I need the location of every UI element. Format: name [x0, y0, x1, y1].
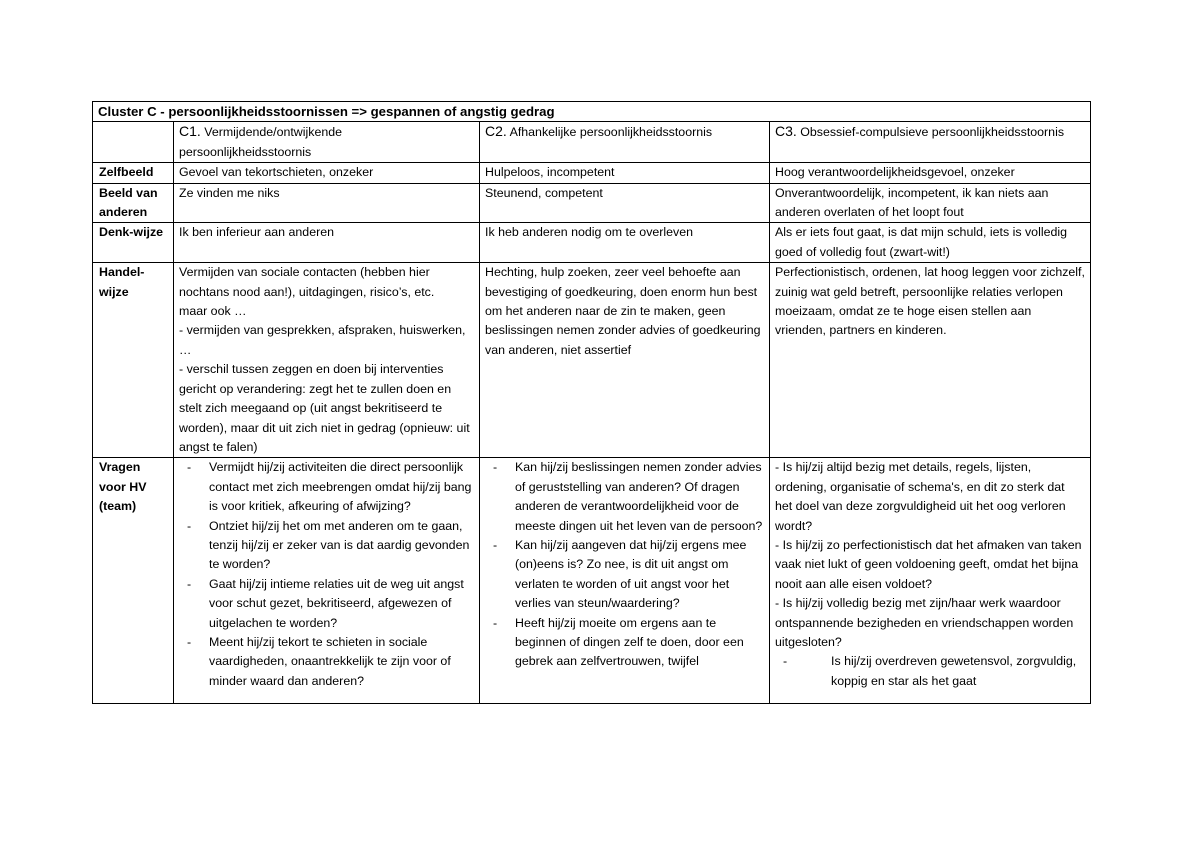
column-name: Obsessief-compulsieve persoonlijkheidsstoornis: [800, 125, 1065, 140]
cell: Gevoel van tekortschieten, onzeker: [174, 163, 480, 183]
cell: Hoog verantwoordelijkheidsgevoel, onzeker: [770, 163, 1091, 183]
text-line: Vermijden van sociale contacten (hebben hier nochtans nood aan!), uitdagingen, risico’s, etc.: [179, 265, 435, 299]
row-beeld-van-anderen: [93, 183, 1091, 223]
cell: Perfectionistisch, ordenen, lat hoog leggen voor zichzelf, zuinig wat geld betreft, persoonlijke relaties verlopen moeizaam, omdat ze te hoge eisen stellen aan vrienden, partners en kinderen.: [770, 263, 1091, 458]
table-title: Cluster C - persoonlijkheidsstoornissen => gespannen of angstig gedrag: [93, 102, 1091, 122]
text-block: [179, 263, 474, 457]
column-code: C2.: [485, 123, 507, 140]
cell: Als er iets fout gaat, is dat mijn schuld, iets is volledig goed of volledig fout (zwart-wit!): [770, 223, 1091, 263]
cell: Hechting, hulp zoeken, zeer veel behoefte aan bevestiging of goedkeuring, doen enorm hun best om het anderen naar de zin te maken, geen beslissingen nemen zonder advies of goedkeuring van anderen, niet assertief: [480, 263, 770, 458]
cell: Hulpeloos, incompetent: [480, 163, 770, 183]
question-list: [485, 458, 764, 671]
column-name: Afhankelijke persoonlijkheidsstoornis: [509, 125, 713, 140]
cell: [174, 458, 480, 704]
row-vragen: [93, 458, 1091, 704]
text-line: - Is hij/zij zo perfectionistisch dat het afmaken van taken vaak niet lukt of geen voldoening geeft, omdat het bijna nooit aan alle eisen voldoet?: [775, 537, 1082, 591]
text-line: - Is hij/zij volledig bezig met zijn/haar werk waardoor ontspannende bezigheden en vriendschappen worden uitgesloten?: [775, 596, 1074, 649]
list-item: - Kan hij/zij aangeven dat hij/zij ergens mee (on)eens is? Zo nee, is dit uit angst om verlaten te worden of uit angst voor het verlies van steun/waardering?: [485, 536, 764, 614]
cell: Ik heb anderen nodig om te overleven: [480, 223, 770, 263]
text-line: - verschil tussen zeggen en doen bij interventies gericht op verandering: zegt het te zullen doen en stelt zich meegaand op (uit angst bekritiseerd te worden), maar dit uit zich niet in gedrag (opnieuw: uit angst te falen): [179, 362, 470, 454]
header-empty-cell: [93, 122, 174, 163]
question-list: [775, 652, 1085, 691]
personality-disorder-table: [92, 101, 1091, 704]
cell: Onverantwoordelijk, incompetent, ik kan niets aan anderen overlaten of het loopt fout: [770, 183, 1091, 223]
cell: [480, 458, 770, 704]
list-item: - Is hij/zij overdreven gewetensvol, zorgvuldig, koppig en star als het gaat: [775, 652, 1085, 691]
cell: [770, 458, 1091, 704]
title-row: [93, 102, 1091, 122]
row-header: Denk-wijze: [93, 223, 174, 263]
row-header: Vragen voor HV (team): [93, 458, 174, 704]
text-line: maar ook …: [179, 304, 247, 319]
question-list: [179, 458, 474, 691]
list-item: - Heeft hij/zij moeite om ergens aan te beginnen of dingen zelf te doen, door een gebrek aan zelfvertrouwen, twijfel: [485, 614, 764, 672]
cell: [174, 263, 480, 458]
row-denkwijze: [93, 223, 1091, 263]
row-header: Beeld van anderen: [93, 183, 174, 223]
cell: Ik ben inferieur aan anderen: [174, 223, 480, 263]
column-header-c1: [174, 122, 480, 163]
column-header-row: [93, 122, 1091, 163]
row-handelwijze: [93, 263, 1091, 458]
column-header-c3: [770, 122, 1091, 163]
column-code: C3.: [775, 123, 797, 140]
text-line: - vermijden van gesprekken, afspraken, huiswerken, …: [179, 323, 466, 357]
column-name: Vermijdende/ontwijkende persoonlijkheidsstoornis: [179, 125, 343, 159]
row-header: Handel-wijze: [93, 263, 174, 458]
list-item: - Gaat hij/zij intieme relaties uit de weg uit angst voor schut gezet, bekritiseerd, afgewezen of uitgelachen te worden?: [179, 575, 474, 633]
text-block: [775, 458, 1085, 652]
column-header-c2: [480, 122, 770, 163]
list-item: - Meent hij/zij tekort te schieten in sociale vaardigheden, onaantrekkelijk te zijn voor of minder waard dan anderen?: [179, 633, 474, 691]
cell: Steunend, competent: [480, 183, 770, 223]
cell: Ze vinden me niks: [174, 183, 480, 223]
text-line: - Is hij/zij altijd bezig met details, regels, lijsten, ordening, organisatie of schema's, en dit zo sterk dat het doel van deze zorgvuldigheid uit het oog verloren wordt?: [775, 460, 1066, 533]
clipped-content: [485, 458, 764, 703]
list-item: - Ontziet hij/zij het om met anderen om te gaan, tenzij hij/zij er zeker van is dat aardig gevonden te worden?: [179, 517, 474, 575]
row-zelfbeeld: [93, 163, 1091, 183]
list-item: - Vermijdt hij/zij activiteiten die direct persoonlijk contact met zich meebrengen omdat hij/zij bang is voor kritiek, afkeuring of afwijzing?: [179, 458, 474, 516]
list-item: - Kan hij/zij beslissingen nemen zonder advies of geruststelling van anderen? Of dragen anderen de verantwoordelijkheid voor de meeste dingen uit het leven van de persoon?: [485, 458, 764, 536]
column-code: C1.: [179, 123, 201, 140]
row-header: Zelfbeeld: [93, 163, 174, 183]
